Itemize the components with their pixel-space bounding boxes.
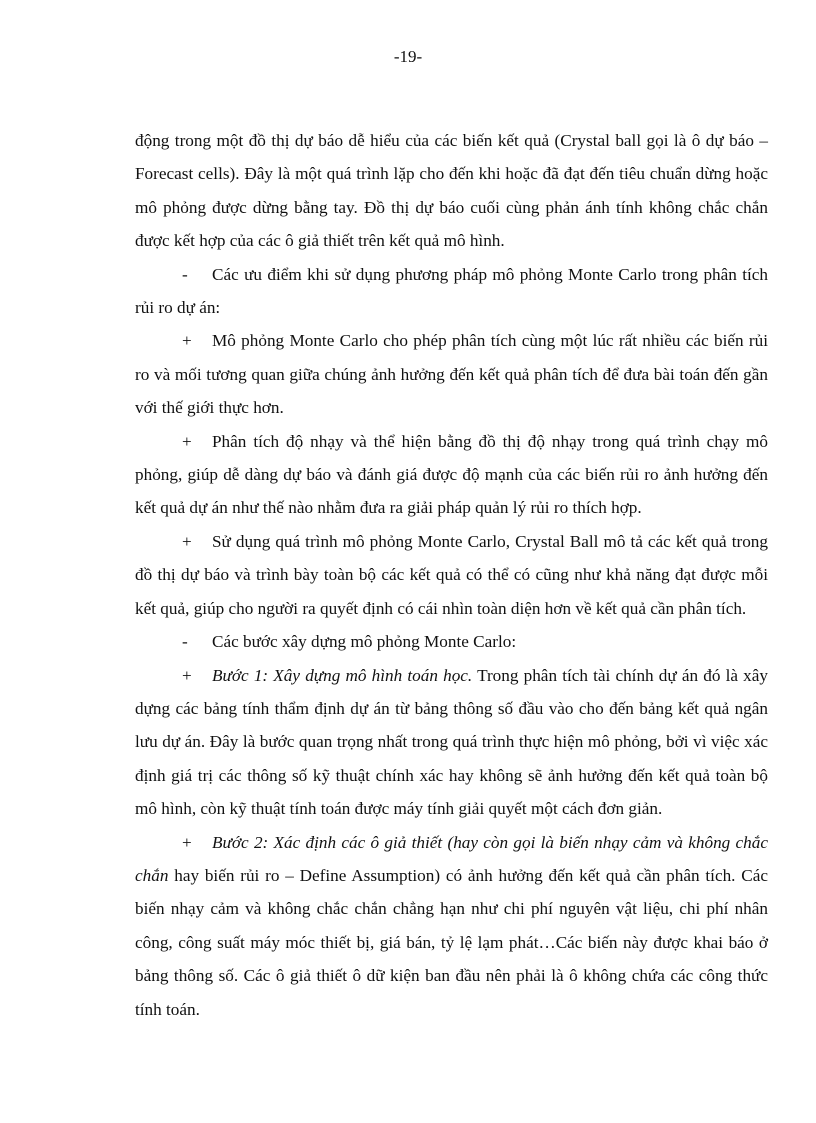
plus-marker: +	[182, 431, 192, 451]
step-2-text: hay biến rủi ro – Define Assumption) có ảnh hưởng đến kết quả cần phân tích. Các biến nhạy cảm và không chắc chắn chẳng hạn như chi phí nguyên vật liệu, chi phí nhân công, công suất máy móc thiết bị, giá bán, tỷ lệ lạm phát…Các biến này được khai báo ở bảng thông số. Các ô giả thiết ô dữ kiện ban đầu nên phải là ô không chứa các công thức tính toán.	[135, 865, 768, 1019]
advantage-item-1-text: Mô phỏng Monte Carlo cho phép phân tích cùng một lúc rất nhiều các biến rủi ro và mối tương quan giữa chúng ảnh hưởng đến kết quả phân tích để đưa bài toán đến gần với thế giới thực hơn.	[135, 331, 768, 418]
step-2	[135, 826, 768, 1026]
dash-marker: -	[182, 264, 188, 284]
page-number: -19-	[393, 47, 423, 66]
plus-marker: +	[182, 665, 192, 685]
step-1-text: Trong phân tích tài chính dự án đó là xây dựng các bảng tính thẩm định dự án từ bảng thông số đầu vào cho đến bảng kết quả ngân lưu dự án. Đây là bước quan trọng nhất trong quá trình thực hiện mô phỏng, bởi vì việc xác định giá trị các thông số kỹ thuật chính xác hay không sẽ ảnh hưởng đến kết quả toàn bộ mô hình, còn kỹ thuật tính toán được máy tính giải quyết một cách đơn giản.	[135, 665, 768, 819]
advantage-item-1	[135, 324, 768, 424]
advantage-item-2-text: Phân tích độ nhạy và thể hiện bằng đồ thị độ nhạy trong quá trình chạy mô phỏng, giúp dễ dàng dự báo và đánh giá được độ mạnh của các biến rủi ro ảnh hưởng đến kết quả dự án như thế nào nhằm đưa ra giải pháp quản lý rủi ro thích hợp.	[135, 431, 768, 518]
advantages-heading-text: Các ưu điểm khi sử dụng phương pháp mô phỏng Monte Carlo trong phân tích rủi ro dự án:	[135, 264, 768, 318]
step-1	[135, 659, 768, 826]
step-1-title: Bước 1: Xây dựng mô hình toán học.	[212, 665, 473, 685]
paragraph-continuation: động trong một đồ thị dự báo dễ hiểu của các biến kết quả (Crystal ball gọi là ô dự báo – Forecast cells). Đây là một quá trình lặp cho đến khi hoặc đã đạt đến tiêu chuẩn dừng hoặc mô phỏng được dừng bằng tay. Đồ thị dự báo cuối cùng phản ánh tính không chắc chắn được kết hợp của các ô giả thiết trên kết quả mô hình.	[135, 131, 768, 251]
advantage-item-3	[135, 525, 768, 625]
plus-marker: +	[182, 531, 192, 551]
plus-marker: +	[182, 832, 192, 852]
steps-heading	[135, 625, 768, 658]
advantage-item-2	[135, 425, 768, 525]
document-body	[135, 124, 768, 1026]
advantage-item-3-text: Sử dụng quá trình mô phỏng Monte Carlo, Crystal Ball mô tả các kết quả trong đồ thị dự báo và trình bày toàn bộ các kết quả có thể có cũng như khả năng đạt được mỗi kết quả, giúp cho người ra quyết định có cái nhìn toàn diện hơn về kết quả cần phân tích.	[135, 531, 768, 618]
dash-marker: -	[182, 632, 188, 652]
plus-marker: +	[182, 331, 192, 351]
step-2-title: Bước 2: Xác định các ô giả thiết (hay còn gọi là biến nhạy cảm và không chắc chắn	[135, 832, 768, 885]
advantages-heading	[135, 258, 768, 325]
steps-heading-text: Các bước xây dựng mô phỏng Monte Carlo:	[212, 632, 517, 652]
